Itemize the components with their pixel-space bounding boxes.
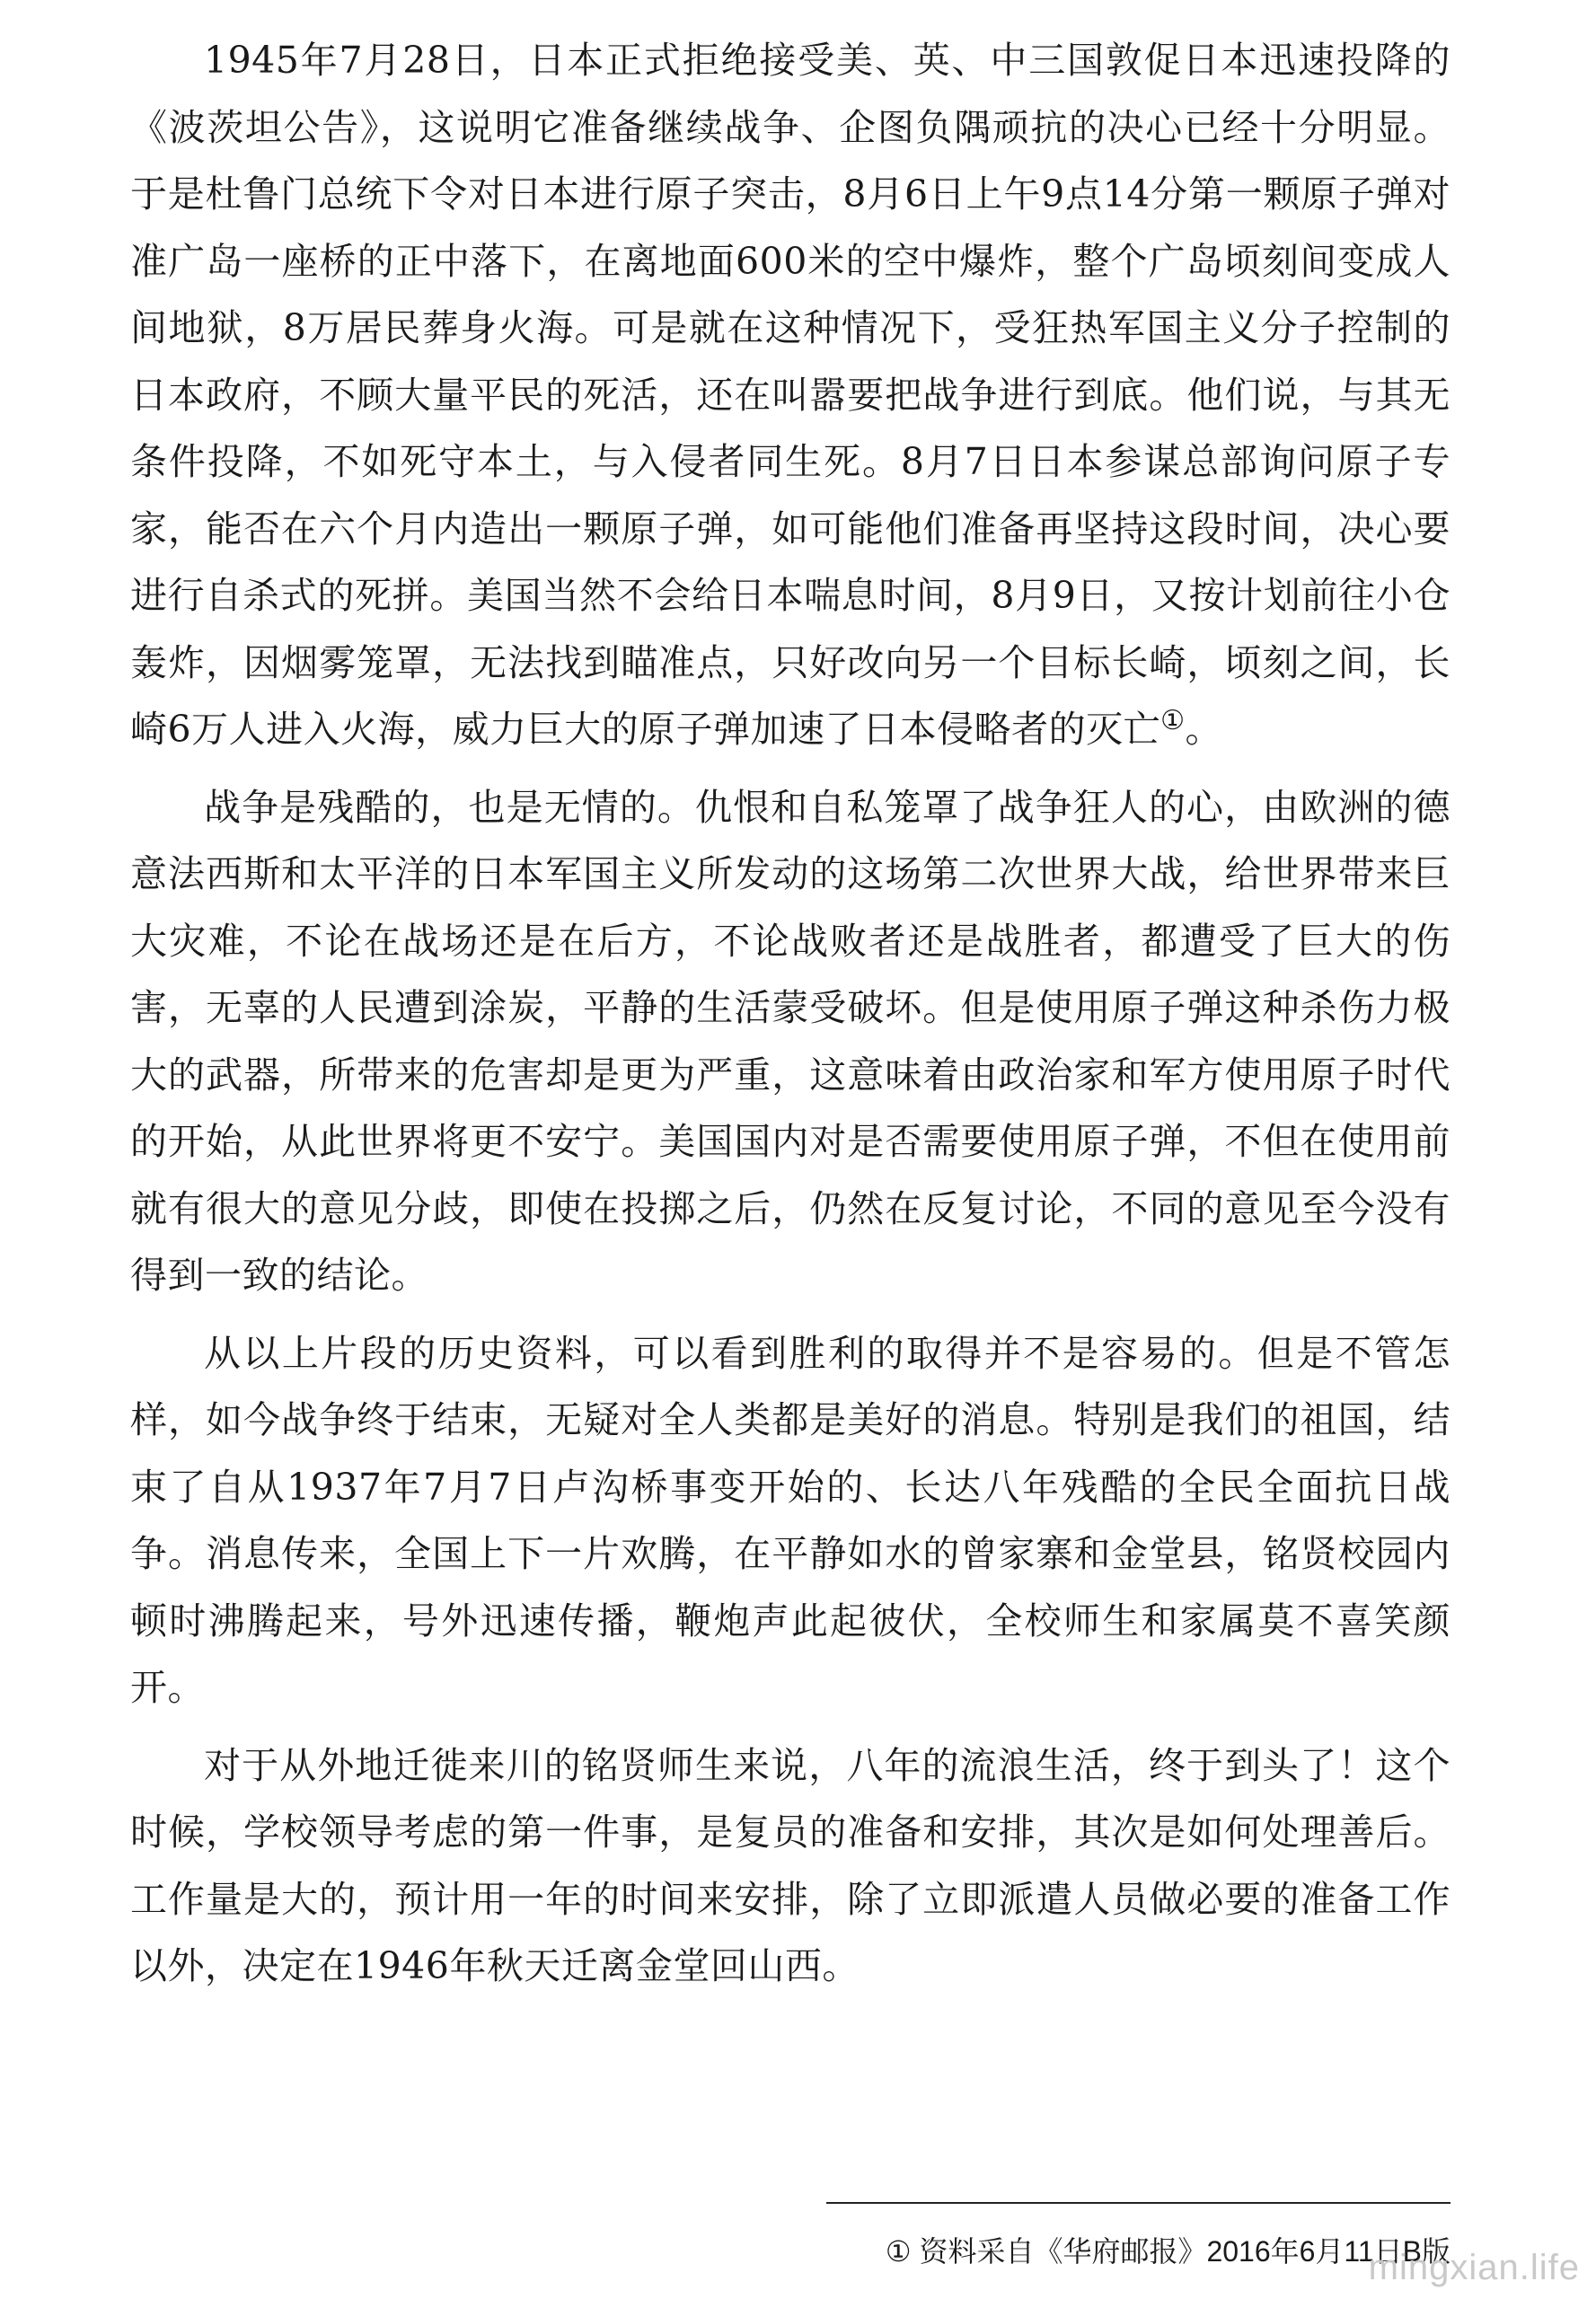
paragraph-1 <box>130 27 1451 763</box>
paragraph-4: 对于从外地迁徙来川的铭贤师生来说，八年的流浪生活，终于到头了！这个时候，学校领导考虑的第一件事，是复员的准备和安排，其次是如何处理善后。工作量是大的，预计用一年的时间来安排，除了立即派遣人员做必要的准备工作以外，决定在1946年秋天迁离金堂回山西。 <box>130 1743 1451 1987</box>
paragraph-1-tail: 。 <box>1185 708 1222 751</box>
watermark: mingxian.life <box>1368 2248 1580 2287</box>
paragraph-3: 从以上片段的历史资料，可以看到胜利的取得并不是容易的。但是不管怎样，如今战争终于结束，无疑对全人类都是美好的消息。特别是我们的祖国，结束了自从1937年7月7日卢沟桥事变开始的、长达八年残酷的全民全面抗日战争。消息传来，全国上下一片欢腾，在平静如水的曾家寨和金堂县，铭贤校园内顿时沸腾起来，号外迅速传播，鞭炮声此起彼伏，全校师生和家属莫不喜笑颜开。 <box>130 1331 1451 1709</box>
footnote-reference: ① <box>1160 705 1186 736</box>
footnote-rule <box>826 2202 1451 2268</box>
document-body <box>130 27 1451 2000</box>
paragraph-1-text: 1945年7月28日，日本正式拒绝接受美、英、中三国敦促日本迅速投降的《波茨坦公告》，这说明它准备继续战争、企图负隅顽抗的决心已经十分明显。于是杜鲁门总统下令对日本进行原子突击，8月6日上午9点14分第一颗原子弹对准广岛一座桥的正中落下，在离地面600米的空中爆炸，整个广岛顷刻间变成人间地狱，8万居民葬身火海。可是就在这种情况下，受狂热军国主义分子控制的日本政府，不顾大量平民的死活，还在叫嚣要把战争进行到底。他们说，与其无条件投降，不如死守本土，与入侵者同生死。8月7日日本参谋总部询问原子专家，能否在六个月内造出一颗原子弹，如可能他们准备再坚持这段时间，决心要进行自杀式的死拼。美国当然不会给日本喘息时间，8月9日，又按计划前往小仓轰炸，因烟雾笼罩，无法找到瞄准点，只好改向另一个目标长崎，顷刻之间，长崎6万人进入火海，威力巨大的原子弹加速了日本侵略者的灭亡 <box>130 39 1451 751</box>
paragraph-2: 战争是残酷的，也是无情的。仇恨和自私笼罩了战争狂人的心，由欧洲的德意法西斯和太平洋的日本军国主义所发动的这场第二次世界大战，给世界带来巨大灾难，不论在战场还是在后方，不论战败者还是战胜者，都遭受了巨大的伤害，无辜的人民遭到涂炭，平静的生活蒙受破坏。但是使用原子弹这种杀伤力极大的武器，所带来的危害却是更为严重，这意味着由政治家和军方使用原子时代的开始，从此世界将更不安宁。美国国内对是否需要使用原子弹，不但在使用前就有很大的意见分歧，即使在投掷之后，仍然在反复讨论，不同的意见至今没有得到一致的结论。 <box>130 785 1451 1297</box>
footnote-text: ① 资料采自《华府邮报》2016年6月11日B版 <box>885 2235 1451 2268</box>
